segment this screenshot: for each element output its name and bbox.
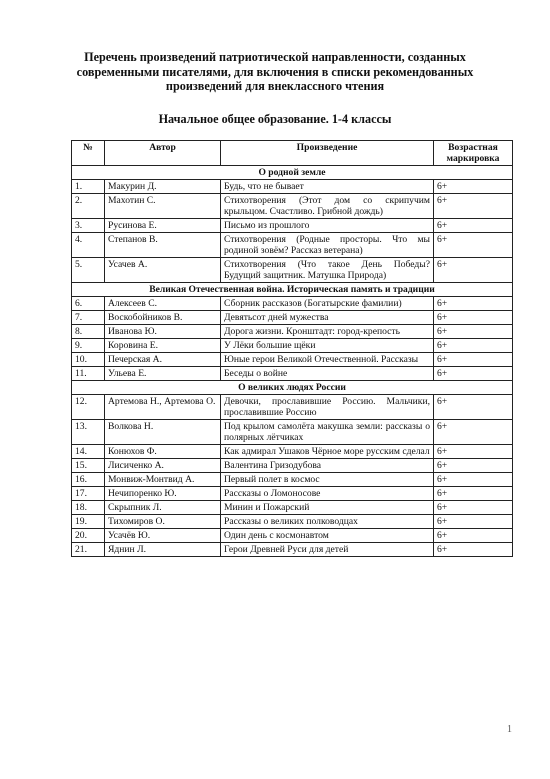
row-number: 19. — [72, 515, 105, 529]
work-cell: Девятьсот дней мужества — [221, 311, 434, 325]
work-cell: Письмо из прошлого — [221, 219, 434, 233]
work-cell: Валентина Гризодубова — [221, 459, 434, 473]
author-cell: Алексеев С. — [105, 297, 221, 311]
work-cell: Стихотворения (Этот дом со скрипучим крыльцом. Счастливо. Грибной дождь) — [221, 194, 434, 219]
row-number: 2. — [72, 194, 105, 219]
age-rating-cell: 6+ — [434, 420, 513, 445]
author-cell: Печерская А. — [105, 353, 221, 367]
work-cell: Герои Древней Руси для детей — [221, 543, 434, 557]
work-cell: Как адмирал Ушаков Чёрное море русским сделал — [221, 445, 434, 459]
author-cell: Степанов В. — [105, 233, 221, 258]
header-number: № — [72, 141, 105, 166]
author-cell: Ульева Е. — [105, 367, 221, 381]
author-cell: Волкова Н. — [105, 420, 221, 445]
table-row — [72, 311, 513, 325]
table-row — [72, 367, 513, 381]
age-rating-cell: 6+ — [434, 258, 513, 283]
header-age-rating: Возрастная маркировка — [434, 141, 513, 166]
section-heading: Великая Отечественная война. Историческая память и традиции — [72, 283, 513, 297]
recommended-works-table — [71, 140, 513, 557]
table-row — [72, 459, 513, 473]
author-cell: Лисиченко А. — [105, 459, 221, 473]
author-cell: Яднин Л. — [105, 543, 221, 557]
table-row — [72, 395, 513, 420]
section-heading-row — [72, 283, 513, 297]
header-author: Автор — [105, 141, 221, 166]
age-rating-cell: 6+ — [434, 445, 513, 459]
age-rating-cell: 6+ — [434, 487, 513, 501]
age-rating-cell: 6+ — [434, 194, 513, 219]
work-cell: Один день с космонавтом — [221, 529, 434, 543]
age-rating-cell: 6+ — [434, 297, 513, 311]
work-cell: Первый полет в космос — [221, 473, 434, 487]
work-cell: Беседы о войне — [221, 367, 434, 381]
table-row — [72, 194, 513, 219]
author-cell: Скрыпник Л. — [105, 501, 221, 515]
table-header-row — [72, 141, 513, 166]
author-cell: Усачев А. — [105, 258, 221, 283]
author-cell: Воскобойников В. — [105, 311, 221, 325]
row-number: 17. — [72, 487, 105, 501]
table-row — [72, 258, 513, 283]
table-row — [72, 339, 513, 353]
table-row — [72, 487, 513, 501]
page-number: 1 — [507, 724, 512, 735]
table-row — [72, 180, 513, 194]
table-body — [72, 166, 513, 557]
author-cell: Монвиж-Монтвид А. — [105, 473, 221, 487]
author-cell: Макурин Д. — [105, 180, 221, 194]
work-cell: Юные герои Великой Отечественной. Рассказы — [221, 353, 434, 367]
table-row — [72, 445, 513, 459]
work-cell: Рассказы о Ломоносове — [221, 487, 434, 501]
work-cell: Будь, что не бывает — [221, 180, 434, 194]
document-title — [40, 50, 510, 94]
section-heading: О родной земле — [72, 166, 513, 180]
age-rating-cell: 6+ — [434, 233, 513, 258]
author-cell: Махотин С. — [105, 194, 221, 219]
table-row — [72, 297, 513, 311]
age-rating-cell: 6+ — [434, 473, 513, 487]
row-number: 9. — [72, 339, 105, 353]
row-number: 5. — [72, 258, 105, 283]
row-number: 7. — [72, 311, 105, 325]
section-heading: О великих людях России — [72, 381, 513, 395]
author-cell: Конюхов Ф. — [105, 445, 221, 459]
author-cell: Артемова Н., Артемова О. — [105, 395, 221, 420]
title-line: Перечень произведений патриотической направленности, созданных — [84, 50, 466, 64]
table-row — [72, 353, 513, 367]
author-cell: Русинова Е. — [105, 219, 221, 233]
section-heading-row — [72, 381, 513, 395]
row-number: 13. — [72, 420, 105, 445]
author-cell: Усачёв Ю. — [105, 529, 221, 543]
age-rating-cell: 6+ — [434, 325, 513, 339]
title-line: произведений для внеклассного чтения — [165, 79, 385, 93]
work-cell: Стихотворения (Родные просторы. Что мы родиной зовём? Рассказ ветерана) — [221, 233, 434, 258]
row-number: 1. — [72, 180, 105, 194]
age-rating-cell: 6+ — [434, 395, 513, 420]
row-number: 8. — [72, 325, 105, 339]
row-number: 11. — [72, 367, 105, 381]
table-row — [72, 515, 513, 529]
table-row — [72, 501, 513, 515]
table-row — [72, 529, 513, 543]
row-number: 10. — [72, 353, 105, 367]
table-row — [72, 325, 513, 339]
work-cell: Рассказы о великих полководцах — [221, 515, 434, 529]
table-row — [72, 420, 513, 445]
author-cell: Иванова Ю. — [105, 325, 221, 339]
work-cell: Минин и Пожарский — [221, 501, 434, 515]
work-cell: Девочки, прославившие Россию. Мальчики, прославившие Россию — [221, 395, 434, 420]
age-rating-cell: 6+ — [434, 529, 513, 543]
table-row — [72, 543, 513, 557]
age-rating-cell: 6+ — [434, 367, 513, 381]
age-rating-cell: 6+ — [434, 501, 513, 515]
age-rating-cell: 6+ — [434, 180, 513, 194]
row-number: 21. — [72, 543, 105, 557]
document-subtitle: Начальное общее образование. 1-4 классы — [158, 112, 392, 126]
row-number: 12. — [72, 395, 105, 420]
age-rating-cell: 6+ — [434, 543, 513, 557]
author-cell: Коровина Е. — [105, 339, 221, 353]
age-rating-cell: 6+ — [434, 353, 513, 367]
row-number: 14. — [72, 445, 105, 459]
row-number: 4. — [72, 233, 105, 258]
row-number: 15. — [72, 459, 105, 473]
author-cell: Нечипоренко Ю. — [105, 487, 221, 501]
section-heading-row — [72, 166, 513, 180]
work-cell: Сборник рассказов (Богатырские фамилии) — [221, 297, 434, 311]
table-row — [72, 473, 513, 487]
age-rating-cell: 6+ — [434, 459, 513, 473]
age-rating-cell: 6+ — [434, 219, 513, 233]
age-rating-cell: 6+ — [434, 339, 513, 353]
work-cell: Дорога жизни. Кронштадт: город-крепость — [221, 325, 434, 339]
row-number: 6. — [72, 297, 105, 311]
header-work: Произведение — [221, 141, 434, 166]
age-rating-cell: 6+ — [434, 515, 513, 529]
table-row — [72, 233, 513, 258]
row-number: 20. — [72, 529, 105, 543]
row-number: 3. — [72, 219, 105, 233]
age-rating-cell: 6+ — [434, 311, 513, 325]
title-line: современными писателями, для включения в списки рекомендованных — [76, 64, 474, 79]
author-cell: Тихомиров О. — [105, 515, 221, 529]
work-cell: Стихотворения (Что такое День Победы? Будущий защитник. Матушка Природа) — [221, 258, 434, 283]
table-row — [72, 219, 513, 233]
work-cell: У Лёки большие щёки — [221, 339, 434, 353]
work-cell: Под крылом самолёта макушка земли: рассказы о полярных лётчиках — [221, 420, 434, 445]
row-number: 18. — [72, 501, 105, 515]
row-number: 16. — [72, 473, 105, 487]
